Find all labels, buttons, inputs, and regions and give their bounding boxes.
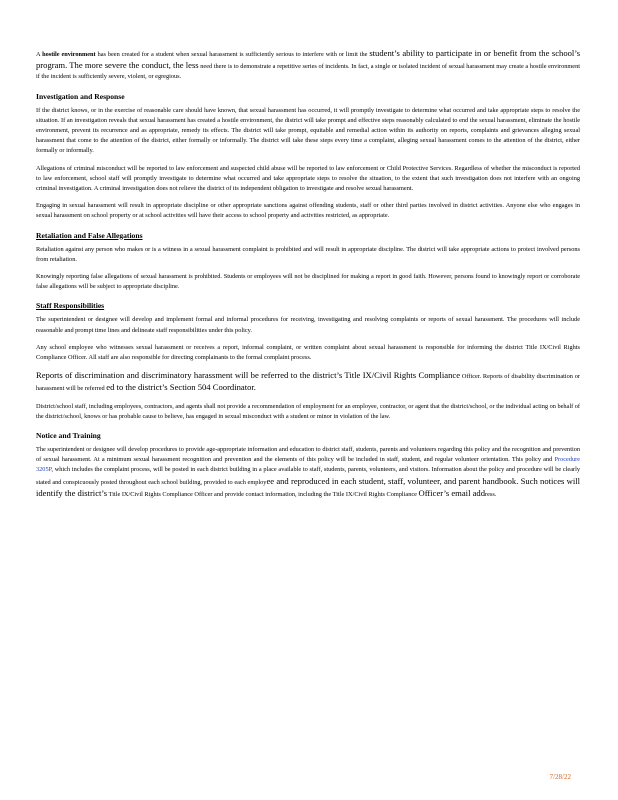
notice-text-1: The superintendent or designee will develop procedures to provide age-appropriate information and education to district staff, students, parents and volunteers regarding this policy and the recognition and prevention of sexual harassment. At a minimum sexual harassment recognition and prevention and the elements of this policy will be included in staff, student, and regular volunteer orientation. This policy and: [36, 446, 580, 464]
investigation-paragraph-1: If the district knows, or in the exercise of reasonable care should have known, that sexual harassment has occurred, it will promptly investigate to determine what occurred and take appropriate steps to resolve the situation. If an investigation reveals that sexual harassment has created a hostile environment, the district will take prompt and effective steps reasonably calculated to end the sexual harassment, eliminate the hostile environment, prevent its recurrence and as appropriate, remedy its effects. The district will take prompt, equitable and remedial action within its authority on reports, complaints and grievances alleging sexual harassment that come to the attention of the district, either formally or informally. The district will take these steps every time a complaint, alleging sexual harassment comes to the attention of the district, either formally or informally.: [36, 106, 580, 155]
retaliation-paragraph-2: Knowingly reporting false allegations of sexual harassment is prohibited. Students or employees will not be disciplined for making a report in good faith. However, persons found to knowingly report or corroborate false allegations will be subject to appropriate discipline.: [36, 273, 580, 291]
intro-text-1: has been created for a student when sexual harassment is sufficiently serious to interfere with or limit the: [97, 51, 368, 58]
investigation-paragraph-2: Allegations of criminal misconduct will be reported to law enforcement and suspected child abuse will be reported to law enforcement or Child Protective Services. Regardless of whether the misconduct is reported to law enforcement, school staff will promptly investigate to determine what occurred and take appropriate steps to resolve the situation, to the extent that such investigation does not interfere with an ongoing criminal investigation. A criminal investigation does not relieve the district of its independent obligation to investigate and resolve sexual harassment.: [36, 164, 580, 193]
staff-referral-small: Officer. Reports of disability discrimination or harassment will be referred: [36, 373, 580, 393]
retaliation-paragraph-1: Retaliation against any person who makes or is a witness in a sexual harassment complaint is prohibited and will result in appropriate discipline. The district will take appropriate actions to protect involved persons from retaliation.: [36, 245, 580, 263]
retaliation-heading: Retaliation and False Allegations: [36, 230, 143, 240]
staff-heading: Staff Responsibilities: [36, 301, 105, 311]
procedure-3205p-link[interactable]: Procedure 3205P: [36, 456, 580, 474]
intro-text-large: student’s ability to participate in or benefit from the school’s program. The more severe the conduct, the less: [36, 48, 581, 71]
intro-text-2: need there is to demonstrate a repetitive series of incidents. In fact, a single or isolated incident of sexual harassment may create a hostile environment if the incident is sufficiently severe, violent, or egregious.: [36, 63, 580, 81]
intro-paragraph: [36, 48, 580, 83]
staff-referral-large-1: Reports of discrimination and discriminatory harassment will be referred to the district’s Title IX/Civil Rights Compliance: [36, 370, 461, 381]
notice-text-large-1: ee and reproduced in each student, staff, volunteer, and parent handbook. Such notices will identify the district’s: [36, 475, 580, 498]
notice-text-3: Title IX/Civil Rights Compliance Officer and provide contact information, including the Title IX/Civil Rights Compliance: [108, 490, 417, 498]
staff-referral-large-2: ed to the district’s Section 504 Coordinator.: [106, 382, 256, 393]
investigation-paragraph-3: Engaging in sexual harassment will result in appropriate discipline or other appropriate sanctions against offending students, staff or other third parties involved in district activities. Anyone else who engages in sexual harassment on school property or at school activities will have their access to school property and activities restricted, as appropriate.: [36, 202, 580, 220]
staff-paragraph-2: Any school employee who witnesses sexual harassment or receives a report, informal complaint, or written complaint about sexual harassment is responsible for informing the district Title IX/Civil Rights Compliance Officer. All staff are also responsible for directing complainants to the formal complaint process.: [36, 343, 580, 362]
notice-text-large-2: Officer’s email add: [418, 487, 486, 498]
investigation-heading: Investigation and Response: [36, 91, 125, 101]
staff-paragraph-1: The superintendent or designee will develop and implement formal and informal procedures for receiving, investigating and resolving complaints or reports of sexual harassment. The procedures will include reasonable and prompt time lines and delineate staff responsibilities under this policy.: [36, 316, 580, 334]
staff-paragraph-3: [36, 370, 580, 394]
notice-text-4: ress.: [485, 490, 497, 498]
intro-lead: A: [36, 51, 41, 58]
hostile-environment-term: hostile environment: [42, 51, 96, 58]
notice-heading: Notice and Training: [36, 431, 101, 441]
notice-text-2: , which includes the complaint process, will be posted in each district building in a place available to staff, students, parents, volunteers, and visitors. Information about the policy and procedure will be clearly stated and conspicuously posted throughout each school building, provided to each employ: [36, 466, 580, 486]
staff-paragraph-4: District/school staff, including employees, contractors, and agents shall not provide a recommendation of employment for an employee, contractor, or agent that the district/school, or the individual acting on behalf of the district/school, knows or has probable cause to believe, has engaged in sexual misconduct with a student or minor in violation of the law.: [36, 402, 580, 420]
notice-paragraph: [36, 445, 580, 500]
footer-date: 7/28/22: [549, 773, 571, 781]
